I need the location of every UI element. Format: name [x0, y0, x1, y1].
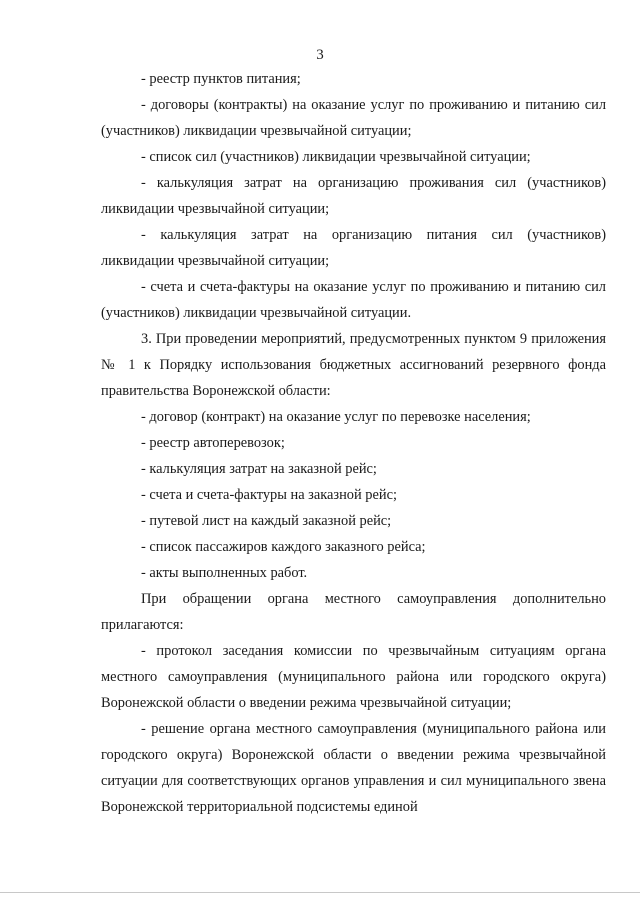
- paragraph-accommodation-invoices: - счета и счета-фактуры на оказание услуг по проживанию и питанию сил (участников) ликвидации чрезвычайной ситуации.: [101, 279, 606, 321]
- page-number: 3: [316, 47, 324, 63]
- paragraph-accommodation-contracts: - договоры (контракты) на оказание услуг по проживанию и питанию сил (участников) ликвидации чрезвычайной ситуации;: [101, 97, 606, 139]
- paragraph-food-costing: - калькуляция затрат на организацию питания сил (участников) ликвидации чрезвычайной ситуации;: [101, 227, 606, 269]
- paragraph-commission-protocol: - протокол заседания комиссии по чрезвычайным ситуациям органа местного самоуправления (муниципального района или городского округа) Воронежской области о введении режима чрезвычайной ситуации;: [101, 643, 606, 711]
- document-body: [101, 66, 606, 820]
- paragraph-section-3: 3. При проведении мероприятий, предусмотренных пунктом 9 приложения № 1 к Порядку использования бюджетных ассигнований резервного фонда правительства Воронежской области:: [101, 331, 606, 399]
- paragraph-trip-costing: - калькуляция затрат на заказной рейс;: [141, 461, 377, 477]
- paragraph-forces-list: - список сил (участников) ликвидации чрезвычайной ситуации;: [141, 149, 531, 165]
- paragraph-work-acts: - акты выполненных работ.: [141, 565, 308, 581]
- paragraph-waybill: - путевой лист на каждый заказной рейс;: [141, 513, 392, 529]
- paragraph-transport-contract: - договор (контракт) на оказание услуг по перевозке населения;: [141, 409, 531, 425]
- paragraph-municipal-decision: - решение органа местного самоуправления (муниципального района или городского округа) Воронежской области о введении режима чрезвычайной ситуации для соответствующих органов управления и сил муниципального звена Воронежской территориальной подсистемы единой: [101, 721, 606, 815]
- page-bottom-rule: [0, 892, 640, 893]
- paragraph-passenger-list: - список пассажиров каждого заказного рейса;: [141, 539, 426, 555]
- paragraph-municipal-appeal: При обращении органа местного самоуправления дополнительно прилагаются:: [101, 591, 606, 633]
- paragraph-trip-invoices: - счета и счета-фактуры на заказной рейс;: [141, 487, 397, 503]
- paragraph-accommodation-costing: - калькуляция затрат на организацию проживания сил (участников) ликвидации чрезвычайной ситуации;: [101, 175, 606, 217]
- paragraph-transport-registry: - реестр автоперевозок;: [141, 435, 285, 451]
- paragraph-food-points-registry: - реестр пунктов питания;: [141, 71, 301, 87]
